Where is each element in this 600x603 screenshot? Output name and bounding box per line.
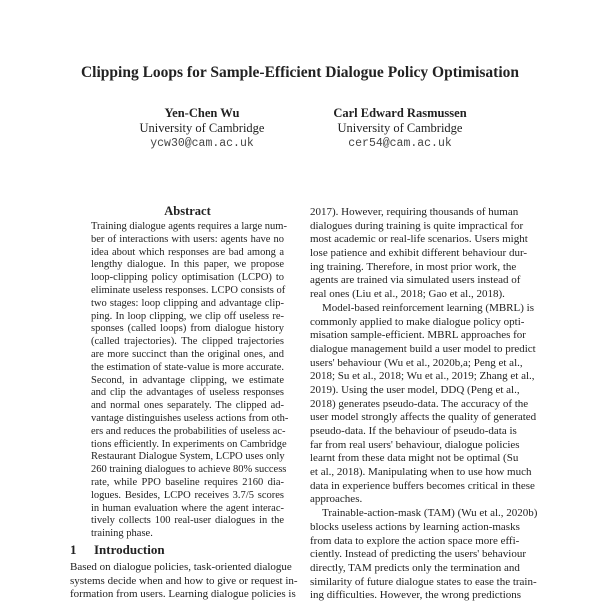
text-line: lose patience and exhibit different behaviour dur- bbox=[310, 247, 528, 260]
text-line: two stages: loop clipping and advantage clip- bbox=[91, 297, 284, 309]
text-line: pseudo-data. If the behaviour of pseudo-data is bbox=[310, 425, 517, 437]
text-line: similarity of future dialogue states to ease the train- bbox=[310, 575, 537, 588]
text-line: training phase. bbox=[91, 528, 153, 540]
author-block-2 bbox=[290, 106, 510, 151]
paper-title: Clipping Loops for Sample-Efficient Dialogue Policy Optimisation bbox=[80, 64, 520, 81]
abstract-heading: Abstract bbox=[164, 204, 211, 218]
author-block-1 bbox=[92, 106, 312, 151]
text-line: dialogue management build a user model to predict bbox=[310, 342, 536, 355]
text-line: ing difficulties. However, the wrong predictions bbox=[310, 589, 522, 602]
section-title: Introduction bbox=[94, 542, 165, 557]
right-column-body bbox=[310, 206, 538, 603]
author-email: ycw30@cam.ac.uk bbox=[150, 137, 254, 150]
text-line: from data to explore the action space more effi- bbox=[310, 534, 520, 547]
intro-body bbox=[70, 561, 298, 602]
text-line: user model strongly affects the quality of generated bbox=[310, 411, 537, 424]
text-line: and clip the advantages of useless responses bbox=[91, 387, 284, 399]
text-line: misation sample-efficient. MBRL approaches for bbox=[310, 329, 526, 342]
text-line: Model-based reinforcement learning (MBRL) is bbox=[322, 301, 534, 314]
text-line: far from real users' behaviour, dialogue policies bbox=[310, 438, 520, 451]
text-line: 2019). Using the user model, DDQ (Peng et al., bbox=[310, 383, 520, 396]
text-line: data in experience buffers becomes critical in these bbox=[310, 479, 535, 492]
text-line: commonly applied to make dialogue policy opti- bbox=[310, 315, 525, 328]
text-line: vantage distinguishes useless actions from oth- bbox=[91, 412, 289, 424]
text-line: idea about which responses are bad among a bbox=[91, 246, 284, 258]
text-line: Restaurant Dialogue System, LCPO uses only bbox=[91, 451, 285, 463]
abstract-body bbox=[91, 221, 289, 541]
text-line: ers and reduces the probabilities of useless ac- bbox=[91, 425, 286, 437]
text-line: Second, in advantage clipping, we estimate bbox=[91, 374, 284, 386]
text-line: users' behaviour (Wu et al., 2020b,a; Peng et al., bbox=[310, 356, 523, 369]
text-line: and normal ones separately. The clipped ad- bbox=[91, 400, 284, 412]
author-name: Yen-Chen Wu bbox=[164, 106, 240, 120]
text-line: et al., 2018). Manipulating when to use how much bbox=[310, 466, 532, 479]
text-line: formation from users. Learning dialogue policies is bbox=[70, 588, 296, 601]
author-email: cer54@cam.ac.uk bbox=[348, 137, 452, 150]
text-line: the estimation of state-value is more accurate. bbox=[91, 361, 284, 373]
author-affiliation: University of Cambridge bbox=[337, 121, 463, 135]
text-line: agents are trained via simulated users instead of bbox=[310, 274, 521, 287]
text-line: eliminate useless responses. LCPO consists of bbox=[91, 284, 286, 296]
text-line: are more succinct than the original ones, and bbox=[91, 348, 284, 360]
text-line: approaches. bbox=[310, 493, 363, 506]
text-line: ping. In loop clipping, we clip off useless re- bbox=[91, 310, 284, 322]
section-heading bbox=[70, 542, 165, 558]
text-line: real ones (Liu et al., 2018; Gao et al., 2018). bbox=[310, 288, 505, 301]
text-line: learnt from these data might not be optimal (Su bbox=[310, 452, 519, 465]
text-line: tions efficiently. In experiments on Cambridge bbox=[91, 438, 287, 450]
text-line: Training dialogue agents requires a large num- bbox=[91, 221, 287, 232]
text-line: 2017). However, requiring thousands of human bbox=[310, 206, 519, 218]
text-line: in human evaluation where the agent interac- bbox=[91, 502, 284, 514]
text-line: sponses (called loops) from dialogue history bbox=[91, 323, 284, 335]
text-line: logues. Besides, LCPO receives 3.7/5 scores bbox=[91, 489, 284, 501]
text-line: 2018) generates pseudo-data. The accuracy of the bbox=[310, 397, 529, 410]
text-line: (called trajectories). The clipped trajectories bbox=[91, 336, 284, 348]
text-line: tively collects 100 real-user dialogues in the bbox=[91, 515, 284, 527]
text-line: systems decide when and how to give or request in- bbox=[70, 574, 298, 587]
author-name: Carl Edward Rasmussen bbox=[333, 106, 467, 120]
text-line: dialogues during training is quite impractical for bbox=[310, 219, 524, 232]
text-line: ber of interactions with users: agents have no bbox=[91, 233, 284, 245]
author-affiliation: University of Cambridge bbox=[139, 121, 265, 135]
text-line: rate, while PPO baseline requires 2160 dia- bbox=[91, 476, 284, 488]
text-line: 2018; Su et al., 2018; Wu et al., 2019; Zhang et al., bbox=[310, 370, 535, 383]
text-line: most academic or real-life scenarios. Users might bbox=[310, 233, 528, 246]
section-number: 1 bbox=[70, 542, 77, 557]
text-line: directly, TAM predicts only the termination and bbox=[310, 561, 520, 574]
text-line: lengthy dialogue. In this paper, we propose bbox=[91, 259, 284, 271]
text-line: 260 training dialogues to achieve 80% success bbox=[91, 464, 287, 476]
text-line: Based on dialogue policies, task-oriented dialogue bbox=[70, 561, 292, 573]
text-line: loop-clipping policy optimisation (LCPO) to bbox=[91, 272, 284, 284]
text-line: ciently. Instead of predicting the users' behaviour bbox=[310, 548, 527, 561]
text-line: ing training. Therefore, in most prior work, the bbox=[310, 260, 517, 273]
text-line: Trainable-action-mask (TAM) (Wu et al., 2020b) bbox=[322, 507, 538, 520]
text-line: blocks useless actions by learning action-masks bbox=[310, 520, 520, 533]
